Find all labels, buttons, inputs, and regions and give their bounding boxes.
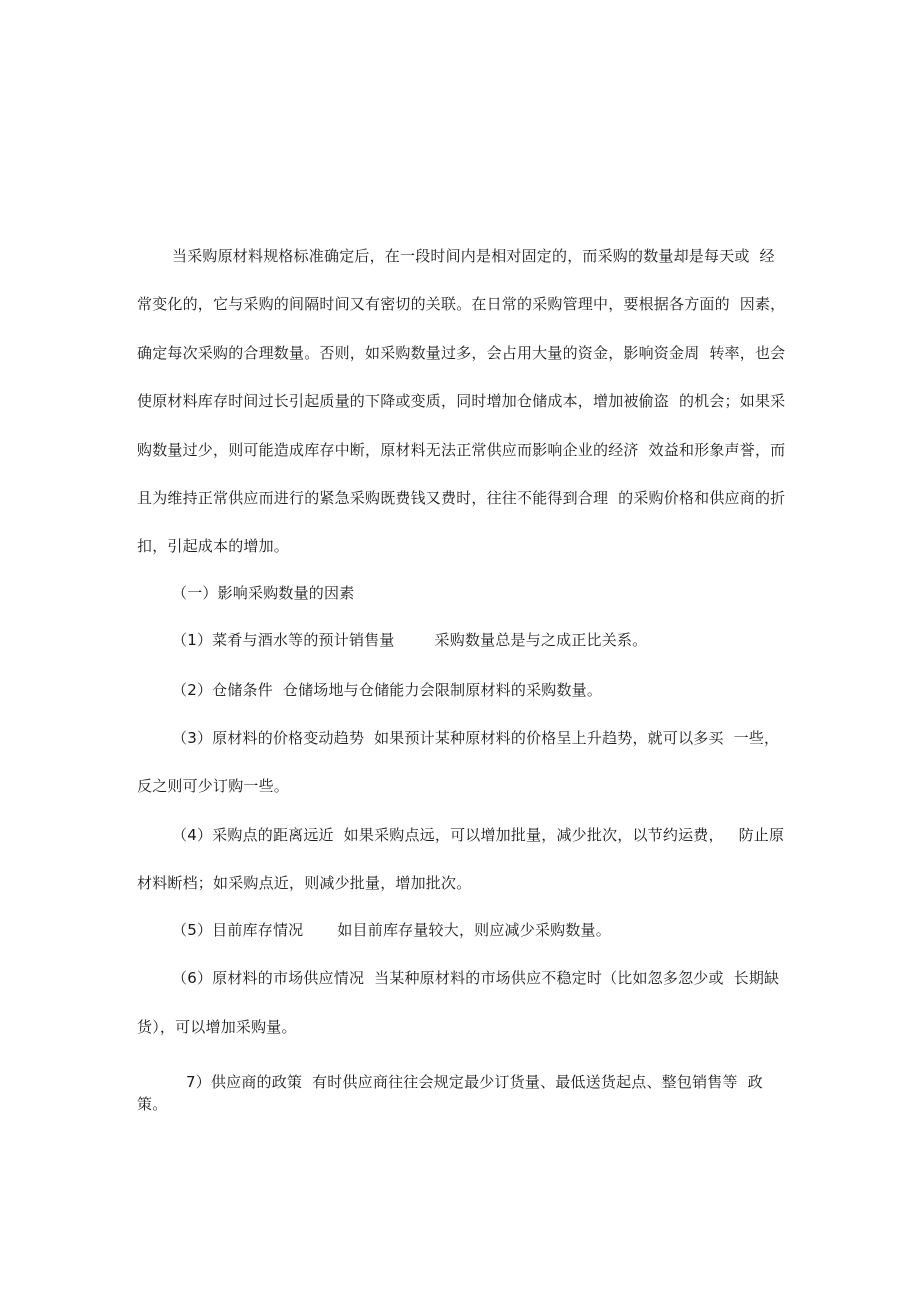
paragraph-line-3: 确定每次采购的合理数量。否则，如采购数量过多，会占用大量的资金，影响资金周 转率，也会 — [137, 344, 786, 362]
factor-5 — [172, 920, 611, 940]
factor-3-line-2: 反之则可少订购一些。 — [137, 777, 290, 795]
factor-6-line-1: （6）原材料的市场供应情况 当某种原材料的市场供应不稳定时（比如忽多忽少或 长期缺 — [172, 969, 780, 987]
factor-5-text: 如目前库存量较大，则应减少采购数量。 — [337, 921, 611, 939]
paragraph-line-7: 扣，引起成本的增加。 — [137, 537, 290, 555]
factor-7-line-1: 7）供应商的政策 有时供应商往往会规定最少订货量、最低送货起点、整包销售等 政 — [186, 1073, 763, 1091]
factor-3-line-1: （3）原材料的价格变动趋势 如果预计某种原材料的价格呈上升趋势，就可以多买 一些， — [172, 729, 780, 747]
factor-1 — [172, 630, 647, 650]
section-heading: （一）影响采购数量的因素 — [172, 584, 355, 602]
factor-1-text: 采购数量总是与之成正比关系。 — [434, 631, 648, 649]
paragraph-line-1: 当采购原材料规格标准确定后，在一段时间内是相对固定的，而采购的数量却是每天或 经 — [172, 247, 775, 265]
factor-7-line-2: 策。 — [137, 1095, 168, 1113]
factor-4-line-1: （4）采购点的距离远近 如果采购点远，可以增加批量，减少批次，以节约运费， 防止原 — [172, 826, 785, 844]
paragraph-line-2: 常变化的，它与采购的间隔时间又有密切的关联。在日常的采购管理中，要根据各方面的 因素， — [137, 295, 786, 313]
paragraph-line-4: 使原材料库存时间过长引起质量的下降或变质，同时增加仓储成本，增加被偷盗 的机会；如果采 — [137, 392, 786, 410]
factor-6-line-2: 货），可以增加采购量。 — [137, 1018, 297, 1036]
factor-2: （2）仓储条件 仓储场地与仓储能力会限制原材料的采购数量。 — [172, 681, 603, 699]
paragraph-line-5: 购数量过少，则可能造成库存中断，原材料无法正常供应而影响企业的经济 效益和形象声誉，而 — [137, 441, 786, 459]
factor-1-label: （1）菜肴与酒水等的预计销售量 — [172, 631, 395, 649]
factor-4-line-2: 材料断档；如采购点近，则减少批量，增加批次。 — [137, 874, 472, 892]
factor-5-label: （5）目前库存情况 — [172, 921, 304, 939]
paragraph-line-6: 且为维持正常供应而进行的紧急采购既费钱又费时，往往不能得到合理 的采购价格和供应商的折 — [137, 489, 786, 507]
